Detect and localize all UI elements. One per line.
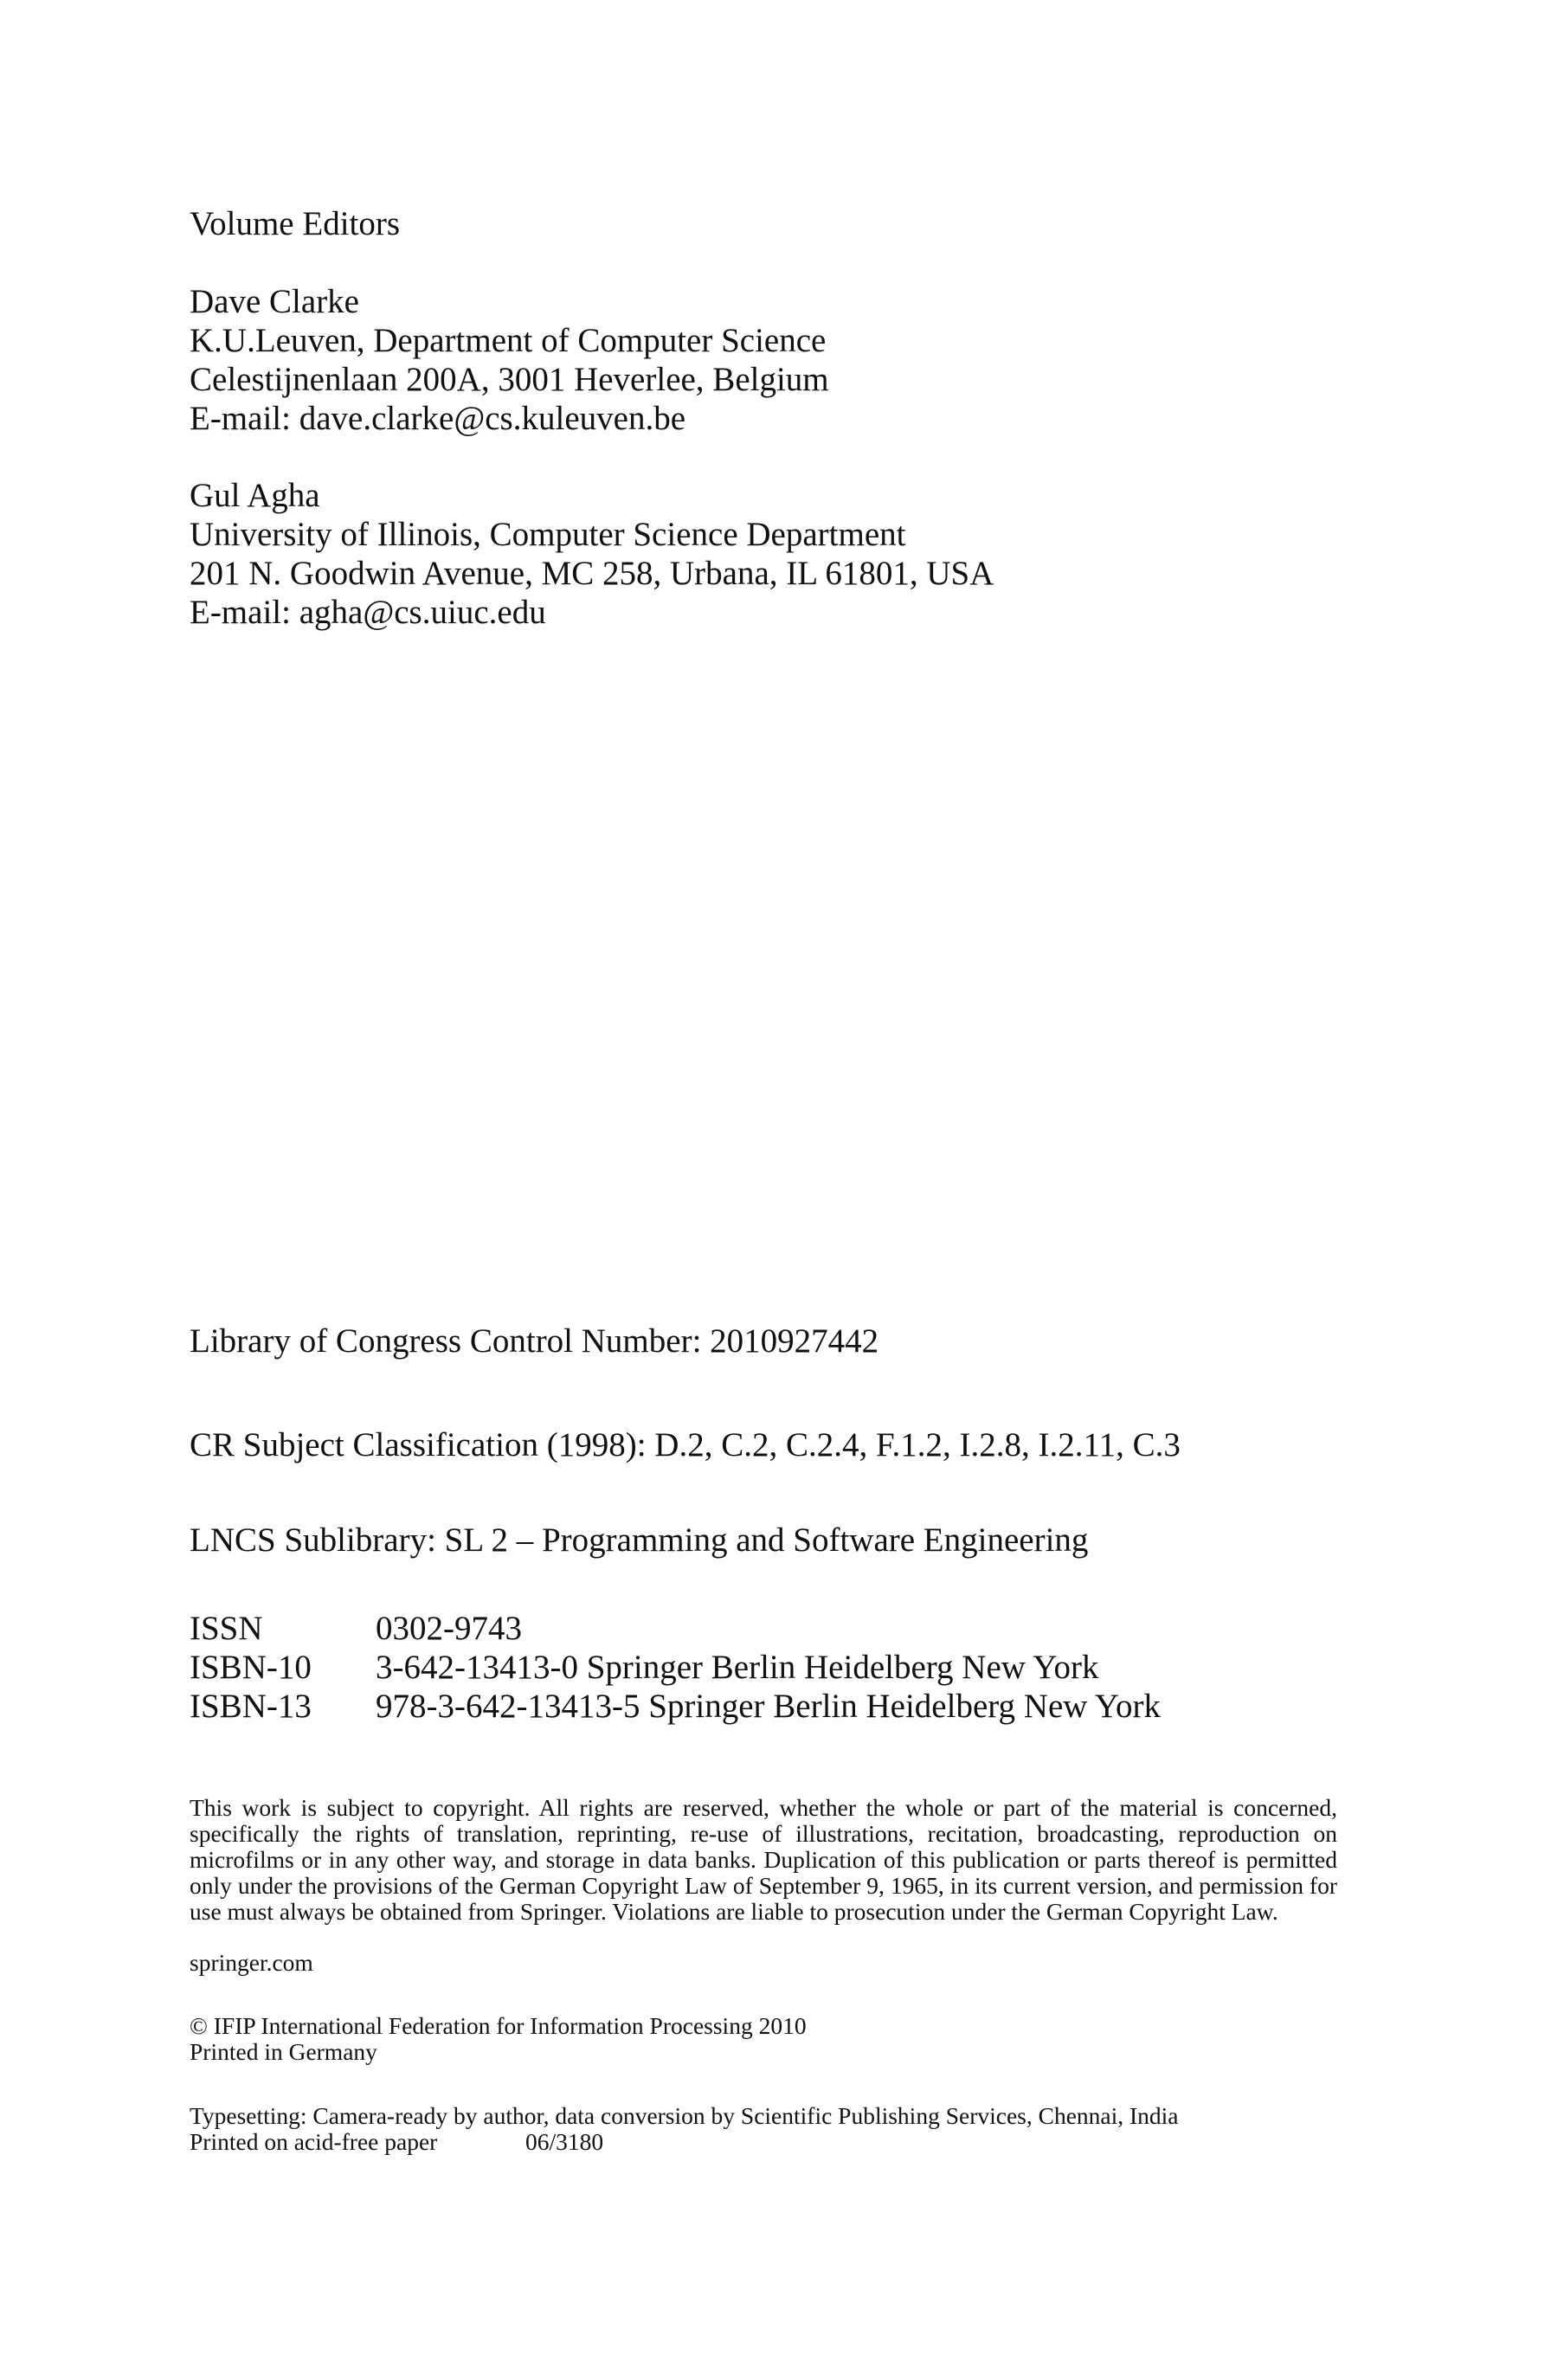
identifier-value: 978-3-642-13413-5 Springer Berlin Heidelberg New York <box>376 1688 1161 1725</box>
editor-email: E-mail: agha@cs.uiuc.edu <box>190 594 546 631</box>
website-text: springer.com <box>190 1949 313 1976</box>
identifier-label: ISBN-10 <box>190 1649 312 1686</box>
print-code: 06/3180 <box>525 2128 604 2155</box>
identifier-row <box>190 1687 1161 1726</box>
editor-entry <box>190 282 829 438</box>
copyright-line: © IFIP International Federation for Information Processing 2010 <box>190 2012 807 2039</box>
editor-affiliation: University of Illinois, Computer Science Department <box>190 516 906 553</box>
cr-classification-line: CR Subject Classification (1998): D.2, C.2, C.2.4, F.1.2, I.2.8, I.2.11, C.3 <box>190 1426 1181 1463</box>
copyright-block <box>190 2013 807 2065</box>
lccn-line: Library of Congress Control Number: 2010927442 <box>190 1322 879 1360</box>
identifier-value: 0302-9743 <box>376 1610 522 1647</box>
identifier-label: ISSN <box>190 1610 263 1647</box>
typesetting-line: Typesetting: Camera-ready by author, data conversion by Scientific Publishing Services, Chennai, India <box>190 2102 1179 2129</box>
lncs-sublibrary-line: LNCS Sublibrary: SL 2 – Programming and Software Engineering <box>190 1521 1089 1559</box>
identifier-row <box>190 1609 1161 1648</box>
editor-email: E-mail: dave.clarke@cs.kuleuven.be <box>190 400 686 437</box>
typesetting-block <box>190 2103 1179 2155</box>
identifier-value: 3-642-13413-0 Springer Berlin Heidelberg New York <box>376 1649 1099 1686</box>
editor-address: Celestijnenlaan 200A, 3001 Heverlee, Belgium <box>190 361 829 398</box>
identifier-label: ISBN-13 <box>190 1688 312 1725</box>
editor-entry <box>190 476 994 632</box>
paper-note: Printed on acid-free paper <box>190 2128 438 2155</box>
printed-in-line: Printed in Germany <box>190 2038 377 2065</box>
editor-affiliation: K.U.Leuven, Department of Computer Science <box>190 322 827 359</box>
identifier-row <box>190 1648 1161 1687</box>
editor-address: 201 N. Goodwin Avenue, MC 258, Urbana, IL 61801, USA <box>190 555 994 592</box>
editor-name: Gul Agha <box>190 477 320 514</box>
volume-editors-heading: Volume Editors <box>190 205 401 242</box>
copyright-notice: This work is subject to copyright. All rights are reserved, whether the whole or part of the material is concerned, specifically the rights of translation, reprinting, re-use of illustrations, recitation, broadcasting, reproduction on microfilms or in any other way, and storage in data banks. Duplication of this publication or parts thereof is permitted only under the provisions of the German Copyright Law of September 9, 1965, in its current version, and permission for use must always be obtained from Springer. Violations are liable to prosecution under the German Copyright Law. <box>190 1794 1337 1925</box>
paper-row <box>190 2129 1179 2155</box>
identifier-table <box>190 1609 1161 1726</box>
editor-name: Dave Clarke <box>190 283 359 320</box>
